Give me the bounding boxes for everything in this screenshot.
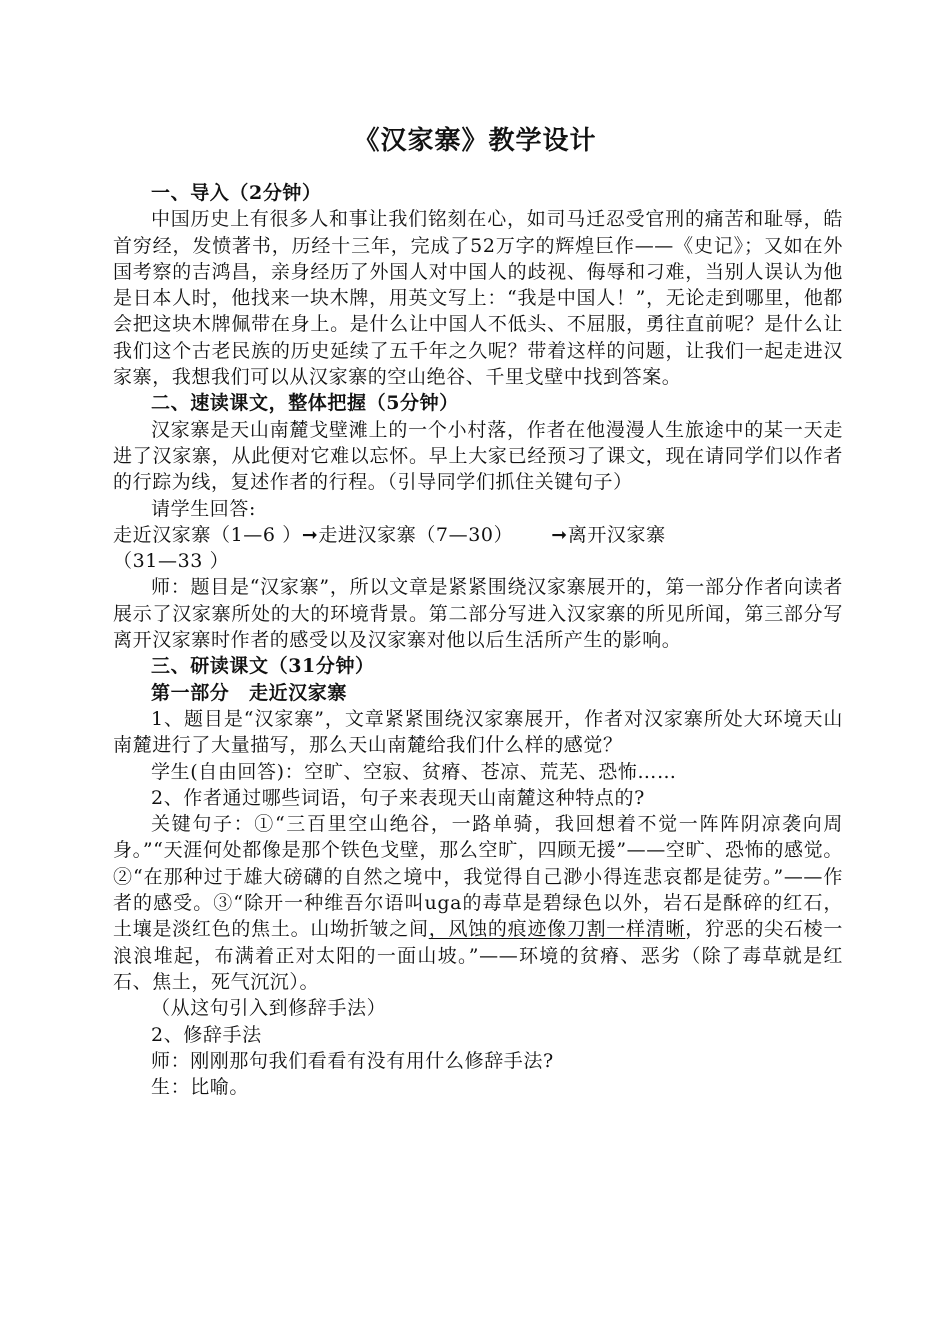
- paragraph-answer-1: 学生(自由回答)：空旷、空寂、贫瘠、苍凉、荒芜、恐怖……: [151, 760, 677, 783]
- document-title: 《汉家寨》教学设计: [353, 126, 597, 156]
- paragraph-question-1: 1、题目是“汉家寨”，文章紧紧围绕汉家寨展开，作者对汉家寨所处大环境天山南麓进行了大量描写，那么天山南麓给我们什么样的感觉？: [113, 707, 843, 757]
- flow-part-a: 走近汉家寨（1—6 ）➞走进汉家寨（7—30）: [113, 523, 514, 546]
- underlined-phrase: ，风蚀的痕迹像刀割一样清晰: [428, 918, 686, 941]
- paragraph-teacher-2: 师：刚刚那句我们看看有没有用什么修辞手法?: [151, 1049, 554, 1072]
- structure-flow: [113, 522, 843, 548]
- paragraph-ask: 请学生回答:: [151, 497, 257, 520]
- part-heading-approach: 第一部分 走近汉家寨: [151, 681, 348, 704]
- paragraph-summary: 汉家寨是天山南麓戈壁滩上的一个小村落，作者在他漫漫人生旅途中的某一天走进了汉家寨，从此便对它难以忘怀。早上大家已经预习了课文，现在请同学们以作者的行踪为线，复述作者的行程。（引导同学们抓住关键句子）: [113, 418, 843, 494]
- paragraph-intro: 中国历史上有很多人和事让我们铭刻在心，如司马迁忍受官刑的痛苦和耻辱，皓首穷经，发愤著书，历经十三年，完成了52万字的辉煌巨作——《史记》；又如在外国考察的吉鸿昌，亲身经历了外国人对中国人的歧视、侮辱和刁难，当别人误认为他是日本人时，他找来一块木牌，用英文写上：“我是中国人！”，无论走到哪里，他都会把这块木牌佩带在身上。是什么让中国人不低头、不屈服，勇往直前呢？是什么让我们这个古老民族的历史延续了五千年之久呢？带着这样的问题，让我们一起走进汉家寨，我想我们可以从汉家寨的空山绝谷、千里戈壁中找到答案。: [113, 208, 843, 389]
- paragraph-question-2: 2、作者通过哪些词语，句子来表现天山南麓这种特点的?: [151, 786, 645, 809]
- key-sentences-text-b: ，狞恶的尖石棱一浪浪堆起，布满着正对太阳的一面山坡。”——环境的贫瘠、恶劣（除了毒草就是红石、焦土，死气沉沉）。: [113, 918, 843, 993]
- paragraph-question-3: 2、修辞手法: [151, 1023, 262, 1046]
- flow-part-b: ➞离开汉家寨: [551, 523, 666, 546]
- section-heading-intro: 一、导入（2分钟）: [151, 182, 322, 204]
- key-sentences-text-a: 关键句子：①“三百里空山绝谷，一路单骑，我回想着不觉一阵阵阴凉袭向周身。”“天涯何处都像是那个铁色戈壁，那么空旷，四顾无援”——空旷、恐怖的感觉。②“在那种过于雄大磅礴的自然之境中，我觉得自己渺小得连悲哀都是徒劳。”——作者的感受。③“除开一种维吾尔语叫uga的毒草是碧绿色以外，岩石是酥碎的红石，土壤是淡红色的焦土。山坳折皱之间: [113, 813, 843, 941]
- structure-flow-cont: （31—33 ）: [113, 550, 230, 573]
- section-heading-study: 三、研读课文（31分钟）: [151, 655, 375, 678]
- section-heading-skim: 二、速读课文，整体把握（5分钟）: [151, 392, 459, 415]
- paragraph-key-sentences: [113, 811, 843, 995]
- paragraph-lead-in: （从这句引入到修辞手法）: [151, 997, 387, 1020]
- paragraph-student-2: 生：比喻。: [151, 1076, 250, 1099]
- document-body: [113, 180, 843, 1100]
- paragraph-teacher-1: 师：题目是“汉家寨”，所以文章是紧紧围绕汉家寨展开的，第一部分作者向读者展示了汉家寨所处的大的环境背景。第二部分写进入汉家寨的所见所闻，第三部分写离开汉家寨时作者的感受以及汉家寨对他以后生活所产生的影响。: [113, 576, 843, 652]
